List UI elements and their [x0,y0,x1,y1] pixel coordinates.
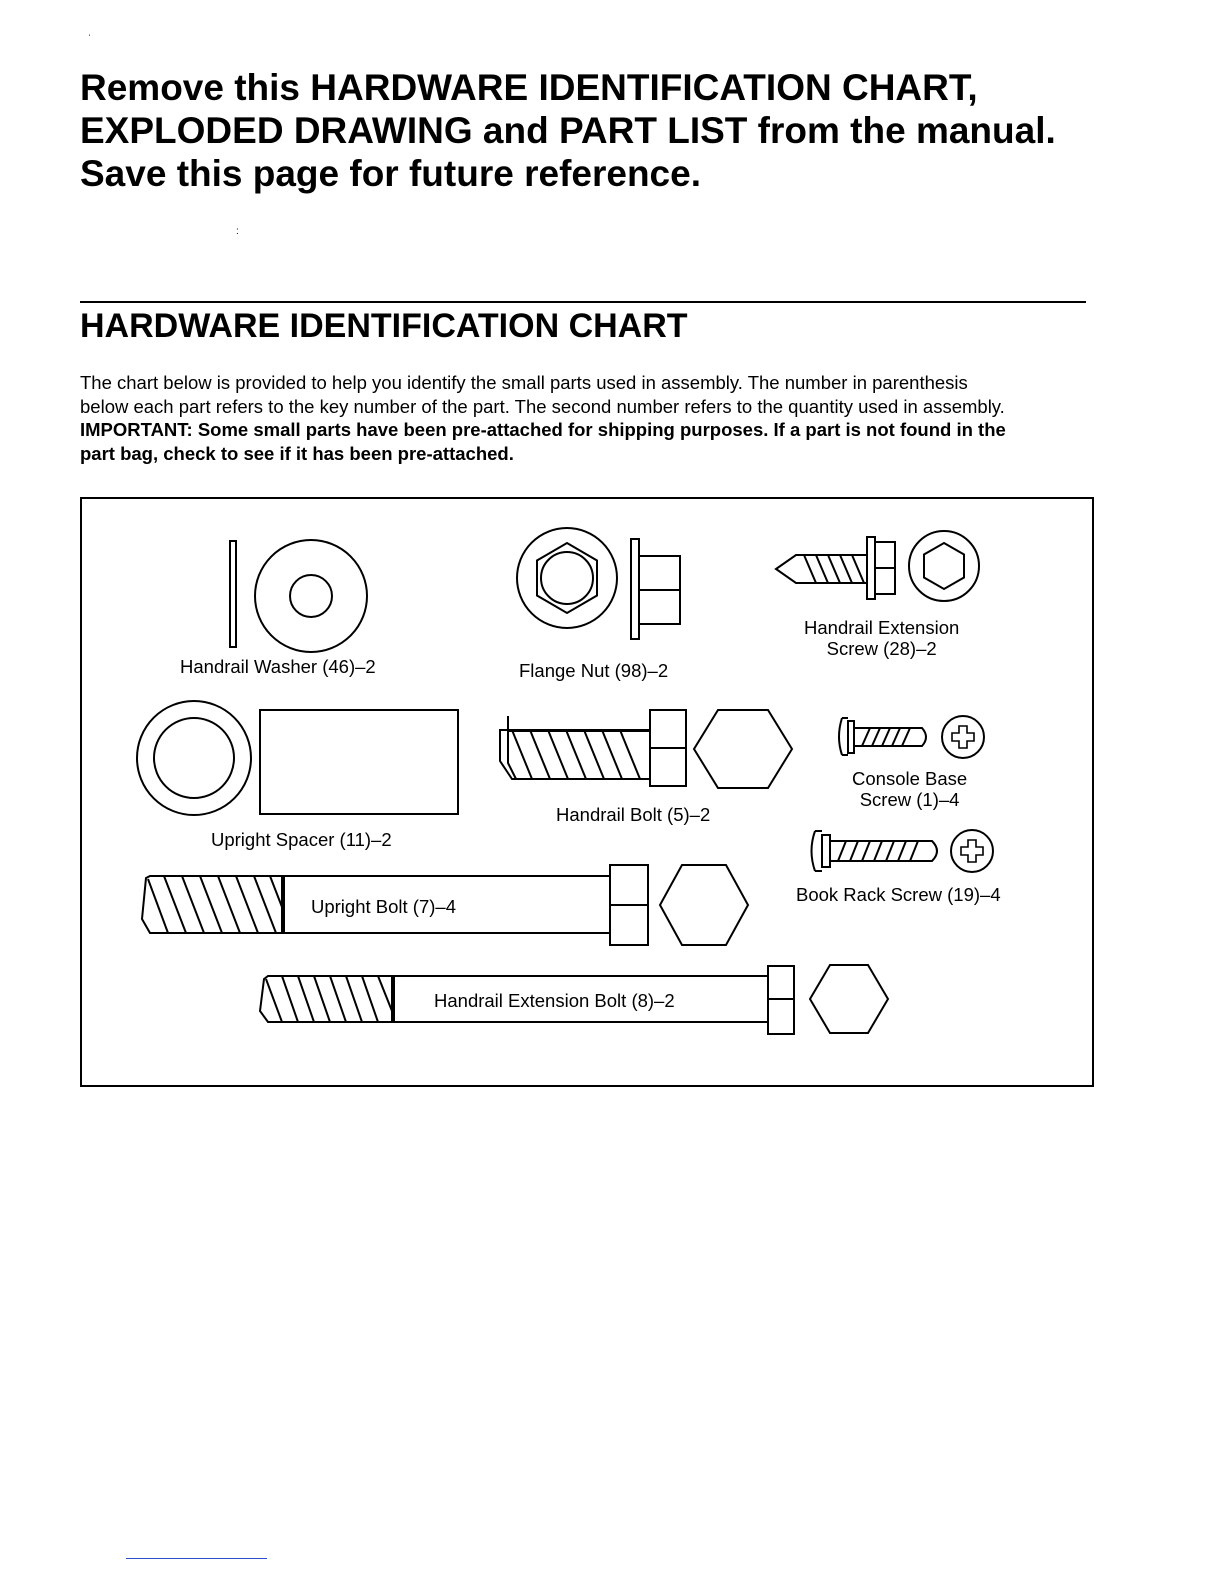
screw-icon [776,531,979,601]
section-divider [80,301,1086,303]
spacer-icon [137,701,458,815]
label-book-rack-screw: Book Rack Screw (19)–4 [796,884,1001,905]
headline-line-3: Save this page for future reference. [80,153,701,194]
label-handrail-extension-screw [804,617,959,659]
label-handrail-washer: Handrail Washer (46)–2 [180,656,376,677]
washer-icon [230,540,367,652]
bolt-icon [500,710,792,788]
label-flange-nut: Flange Nut (98)–2 [519,660,669,681]
hardware-chart [80,497,1094,1087]
label-handrail-extension-screw-line2: Screw (28)–2 [826,638,937,659]
bottom-line [126,1558,267,1559]
phillips-screw-icon [839,716,984,758]
label-handrail-extension-screw-line1: Handrail Extension [804,617,960,638]
label-handrail-extension-bolt: Handrail Extension Bolt (8)–2 [434,990,675,1011]
label-console-base-screw-line2: Screw (1)–4 [859,789,960,810]
phillips-screw-icon [812,830,994,872]
label-console-base-screw-line1: Console Base [852,768,968,789]
flange-nut-icon [517,528,680,639]
label-upright-spacer: Upright Spacer (11)–2 [211,829,392,850]
intro-line-1: The chart below is provided to help you identify the small parts used in assembly. The number in parenthesis [80,372,968,393]
section-title: HARDWARE IDENTIFICATION CHART [80,307,688,345]
intro-line-2: below each part refers to the key number of the part. The second number refers to the quantity used in assembly. [80,395,1005,417]
scan-speck: ˈ [88,34,92,45]
page-headline [80,66,1140,195]
important-line-1: IMPORTANT: Some small parts have been pre-attached for shipping purposes. If a part is not found in the [80,419,1006,440]
label-console-base-screw [852,768,967,810]
headline-line-2: EXPLODED DRAWING and PART LIST from the manual. [80,110,1056,151]
headline-line-1: Remove this HARDWARE IDENTIFICATION CHART, [80,67,978,108]
intro-paragraph [80,371,1100,465]
label-upright-bolt: Upright Bolt (7)–4 [311,896,456,917]
important-line-2: part bag, check to see if it has been pre-attached. [80,442,514,464]
scan-speck: : [236,226,239,237]
label-handrail-bolt: Handrail Bolt (5)–2 [556,804,711,825]
